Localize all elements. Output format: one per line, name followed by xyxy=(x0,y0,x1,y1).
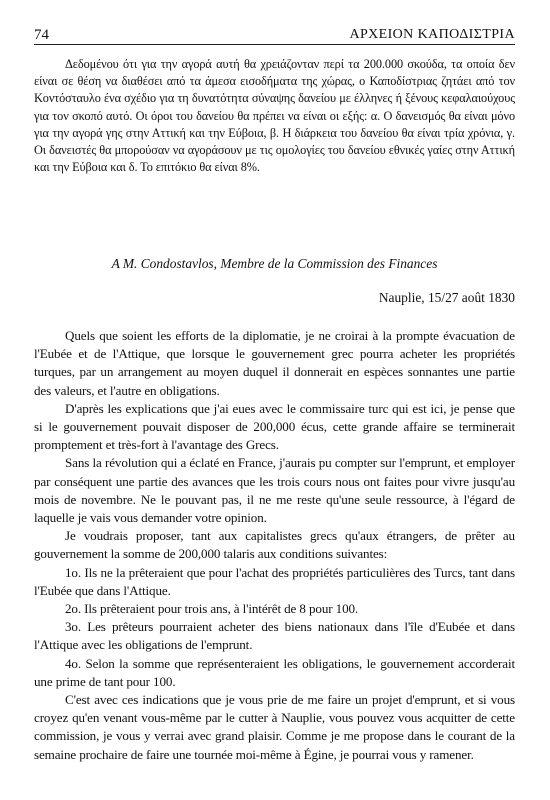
letter-dateline: Nauplie, 15/27 août 1830 xyxy=(378,290,515,305)
running-title: ΑΡΧΕΙΟΝ ΚΑΠΟΔΙΣΤΡΙΑ xyxy=(349,27,515,42)
letter-heading: A M. Condostavlos, Membre de la Commission des Finances xyxy=(111,256,438,271)
letter-paragraph: 4o. Selon la somme que représenteraient les obligations, le gouvernement accorderait une prime de tant pour 100. xyxy=(34,655,515,689)
letter-paragraph: 3o. Les prêteurs pourraient acheter des biens nationaux dans l'île d'Eubée et dans l'Attique avec les obligations de l'emprunt. xyxy=(34,619,515,653)
letter-paragraph: 1o. Ils ne la prêteraient que pour l'achat des propriétés particulières des Turcs, tant dans l'Eubée que dans l'Attique. xyxy=(34,564,515,598)
letter-body xyxy=(34,327,515,764)
greek-summary-paragraph: Δεδομένου ότι για την αγορά αυτή θα χρειάζονταν περί τα 200.000 σκούδα, τα οποία δεν είναι σε θέση να διαθέσει από τα άμεσα εισοδήματα της χώρας, ο Καποδίστριας ζητάει από τον Κοντόσταυλο ένα σχέδιο για τη δυνατότητα σύναψης δανείου με έλληνες ή ξένους κεφαλαιούχους για τον σκοπό αυτό. Οι όροι του δανείου θα πρέπει να είναι οι εξής: α. Ο δανεισμός θα είναι μόνο για την αγορά γης στην Αττική και την Εύβοια, β. Η διάρκεια του δανείου θα είναι τρία χρόνια, γ. Οι δανειστές θα μπορούσαν να αγοράσουν με τις ομολογίες του δανείου εθνικές γαίες στην Αττική και την Εύβοια και δ. Το επιτόκιο θα είναι 8%. xyxy=(34,57,515,175)
letter-paragraph: Quels que soient les efforts de la diplomatie, je ne croirai à la prompte évacuation de l'Eubée et de l'Attique, que lorsque le gouvernement grec pourra acheter les propriétés turques, par un arrangement au moyen duquel il donnerait en espèces sonnantes une partie des valeurs, et l'autre en obligations. xyxy=(34,328,515,398)
letter-paragraph: 2o. Ils prêteraient pour trois ans, à l'intérêt de 8 pour 100. xyxy=(65,601,359,617)
running-header xyxy=(34,26,515,44)
letter-paragraph: Sans la révolution qui a éclaté en France, j'aurais pu compter sur l'emprunt, et employer par conséquent une partie des avances que les trois cours nous ont faites pour vivre jusqu'au mois de novembre. Ne le pouvant pas, il ne me reste qu'une seule ressource, à l'égard de laquelle je vais vous demander votre opinion. xyxy=(34,455,515,526)
letter-paragraph: Je voudrais proposer, tant aux capitalistes grecs qu'aux étrangers, de prêter au gouvernement la somme de 200,000 talaris aux conditions suivantes: xyxy=(34,528,515,562)
greek-summary xyxy=(34,56,515,176)
header-rule xyxy=(34,44,515,45)
page-number: 74 xyxy=(34,27,49,43)
letter-paragraph: C'est avec ces indications que je vous prie de me faire un projet d'emprunt, et si vous croyez qu'en venant vous-même par le cutter à Nauplie, vous pouvez vous acquitter de cette commission, je vous y verrai avec grand plaisir. Comme je me propose dans le courant de la semaine prochaire de faire une tournée moi-même à Égine, je pourrai vous y ramener. xyxy=(34,692,515,762)
letter-paragraph: D'après les explications que j'ai eues avec le commissaire turc qui est ici, je pense que si le gouvernement pouvait disposer de 200,000 écus, cette grande affaire se terminerait promptement et très-fort à l'avantage des Grecs. xyxy=(34,400,515,453)
